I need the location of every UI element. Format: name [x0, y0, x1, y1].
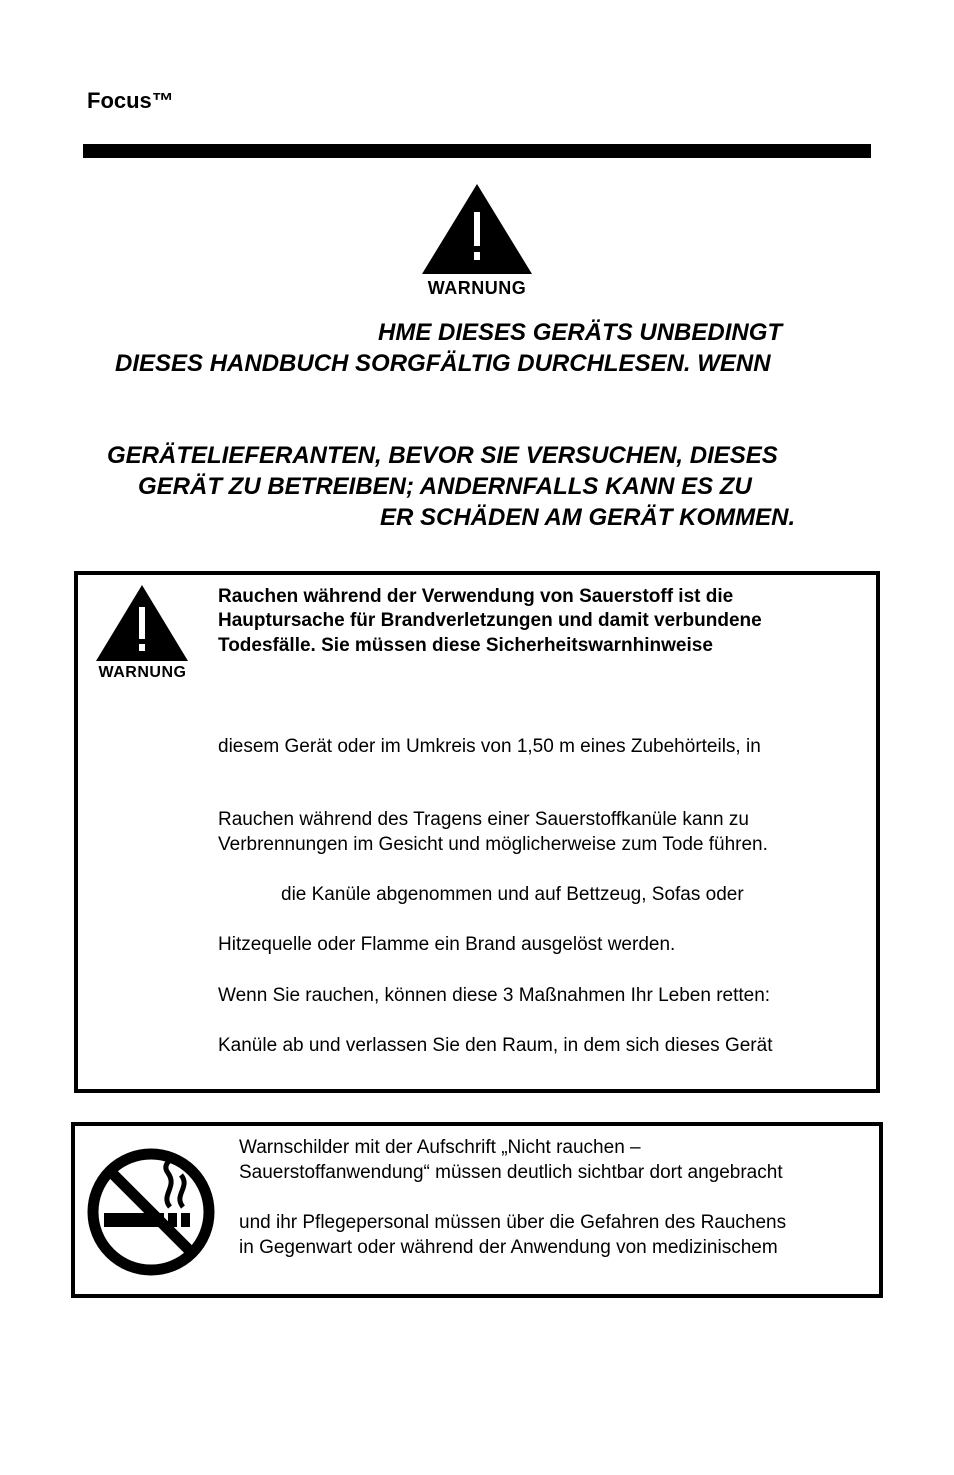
warning-triangle-icon [412, 182, 542, 277]
smoking-warning-bold-line-2: Hauptursache für Brandverletzungen und damit verbundene [218, 610, 762, 631]
main-warning-line-3: GERÄTELIEFERANTEN, BEVOR SIE VERSUCHEN, DIESES [107, 442, 778, 469]
main-warning-line-1: HME DIESES GERÄTS UNBEDINGT [378, 319, 783, 346]
smoking-warning-line-6: Wenn Sie rauchen, können diese 3 Maßnahmen Ihr Leben retten: [218, 985, 771, 1006]
no-smoking-symbol [86, 1147, 216, 1277]
smoking-warning-icon [90, 583, 195, 682]
main-warning-line-4: GERÄT ZU BETREIBEN; ANDERNFALLS KANN ES ZU [138, 473, 752, 500]
smoking-warning-line-7: Kanüle ab und verlassen Sie den Raum, in dem sich dieses Gerät [218, 1035, 773, 1056]
smoking-warning-bold-line-1: Rauchen während der Verwendung von Sauerstoff ist die [218, 586, 734, 607]
no-smoking-icon [86, 1147, 216, 1277]
page-header-title: Focus™ [87, 88, 174, 113]
main-warning-icon-label: WARNUNG [427, 278, 527, 298]
no-smoking-line-2: Sauerstoffanwendung“ müssen deutlich sichtbar dort angebracht [239, 1162, 783, 1183]
no-smoking-line-1: Warnschilder mit der Aufschrift „Nicht rauchen – [239, 1137, 641, 1158]
smoking-warning-line-3: Verbrennungen im Gesicht und möglicherweise zum Tode führen. [218, 834, 768, 855]
main-warning-line-5: ER SCHÄDEN AM GERÄT KOMMEN. [380, 504, 796, 531]
no-smoking-line-3: und ihr Pflegepersonal müssen über die Gefahren des Rauchens [239, 1212, 787, 1233]
warning-triangle-icon [90, 583, 195, 663]
smoking-warning-line-4: die Kanüle abgenommen und auf Bettzeug, Sofas oder [281, 884, 744, 905]
no-smoking-line-4: in Gegenwart oder während der Anwendung von medizinischem [239, 1237, 778, 1258]
main-warning-line-2: DIESES HANDBUCH SORGFÄLTIG DURCHLESEN. WENN [115, 350, 771, 377]
header-divider [83, 144, 871, 158]
smoking-warning-line-5: Hitzequelle oder Flamme ein Brand ausgelöst werden. [218, 934, 676, 955]
smoking-warning-icon-label: WARNUNG [98, 664, 187, 681]
smoking-warning-line-2: Rauchen während des Tragens einer Sauerstoffkanüle kann zu [218, 809, 749, 830]
main-warning-icon [412, 182, 542, 299]
smoking-warning-line-1: diesem Gerät oder im Umkreis von 1,50 m eines Zubehörteils, in [218, 736, 761, 757]
smoking-warning-bold-line-3: Todesfälle. Sie müssen diese Sicherheitswarnhinweise [218, 635, 713, 656]
